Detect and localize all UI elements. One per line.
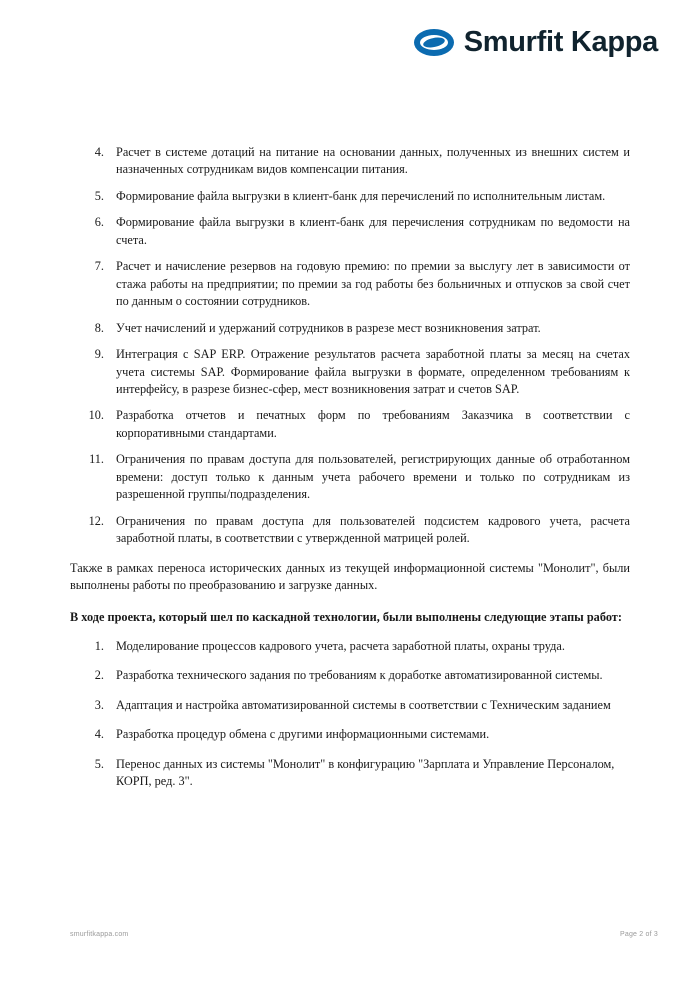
- list-item-number: 6.: [94, 215, 104, 230]
- list-item-number: 5.: [94, 188, 104, 203]
- list-item-number: 8.: [94, 320, 104, 335]
- list-item: [70, 667, 630, 684]
- list-item-text: Учет начислений и удержаний сотрудников в разрезе мест возникновения затрат.: [116, 320, 541, 335]
- list-item-text: Расчет и начисление резервов на годовую премию: по премии за выслугу лет в зависимости от стажа работы на предприятии; по премии за год работы без больничных и отпусков за свой счет по данным о состоянии сотрудников.: [116, 259, 630, 309]
- brand-name: Smurfit Kappa: [463, 26, 658, 58]
- list-item-text: Формирование файла выгрузки в клиент-банк для перечислений по исполнительным листам.: [116, 188, 606, 203]
- list-item-text: Ограничения по правам доступа для пользователей, регистрирующих данные об отработанном времени: доступ только к данным учета рабочего времени и только по сотрудникам из разрешенной группы/подразделения.: [116, 452, 630, 502]
- list-item: [70, 346, 630, 398]
- brand-header: [414, 28, 658, 57]
- list-item-text: Расчет в системе дотаций на питание на основании данных, полученных из внешних систем и назначенных сотрудникам видов компенсации питания.: [116, 145, 630, 177]
- list-item: [70, 144, 630, 179]
- list-item-number: 10.: [88, 408, 104, 423]
- list-item-number: 4.: [94, 727, 104, 742]
- stages-heading: В ходе проекта, который шел по каскадной технологии, были выполнены следующие этапы работ:: [70, 609, 622, 624]
- list-item-text: Ограничения по правам доступа для пользователей подсистем кадрового учета, расчета заработной платы, в соответствии с утвержденной матрицей ролей.: [116, 513, 630, 546]
- list-item: [70, 214, 630, 249]
- page-footer: [70, 931, 658, 938]
- list-item-number: 5.: [94, 756, 104, 771]
- list-item: [70, 320, 630, 337]
- list-item-text: Моделирование процессов кадрового учета, расчета заработной платы, охраны труда.: [116, 638, 565, 653]
- list-item-number: 4.: [94, 145, 104, 159]
- list-item-text: Интеграция с SAP ERP. Отражение результатов расчета заработной платы за месяц на счетах учета системы SAP. Формирование файла выгрузки в формате, определенном требованиям к интерфейсу, в разрезе бизнес-сфер, мест возникновения затрат и счетов SAP.: [116, 347, 630, 396]
- footer-website: smurfitkappa.com: [70, 931, 129, 938]
- list-item-text: Разработка процедур обмена с другими информационными системами.: [116, 727, 490, 742]
- transition-paragraph: Также в рамках переноса исторических данных из текущей информационной системы "Монолит", были выполнены работы по преобразованию и загрузке данных.: [70, 560, 630, 593]
- list-item-text: Формирование файла выгрузки в клиент-банк для перечисления сотрудникам по ведомости на счета.: [116, 215, 630, 247]
- requirements-list: [70, 144, 630, 548]
- list-item-text: Перенос данных из системы "Монолит" в конфигурацию "Зарплата и Управление Персоналом, КОРП, ред. 3".: [116, 756, 615, 789]
- list-item-number: 9.: [94, 347, 104, 362]
- list-item-text: Разработка технического задания по требованиям к доработке автоматизированной системы.: [116, 668, 603, 683]
- list-item: [70, 756, 630, 791]
- list-item-number: 12.: [88, 513, 104, 528]
- list-item: [70, 188, 630, 205]
- list-item-number: 1.: [94, 638, 104, 653]
- list-item: [70, 258, 630, 310]
- list-item: [70, 638, 630, 655]
- list-item-number: 11.: [89, 452, 104, 467]
- list-item-text: Адаптация и настройка автоматизированной системы в соответствии с Техническим заданием: [116, 697, 611, 712]
- list-item-text: Разработка отчетов и печатных форм по требованиям Заказчика в соответствии с корпоративными стандартами.: [116, 408, 630, 440]
- list-item-number: 3.: [94, 697, 104, 712]
- footer-page-number: Page 2 of 3: [619, 931, 658, 938]
- document-body: [70, 144, 630, 803]
- list-item: [70, 407, 630, 442]
- project-stages-list: [70, 638, 630, 791]
- list-item: [70, 451, 630, 503]
- smurfit-kappa-oval-icon: [414, 29, 454, 56]
- list-item-number: 2.: [94, 668, 104, 683]
- list-item-number: 7.: [94, 259, 104, 274]
- list-item: [70, 726, 630, 743]
- list-item: [70, 513, 630, 548]
- list-item: [70, 697, 630, 714]
